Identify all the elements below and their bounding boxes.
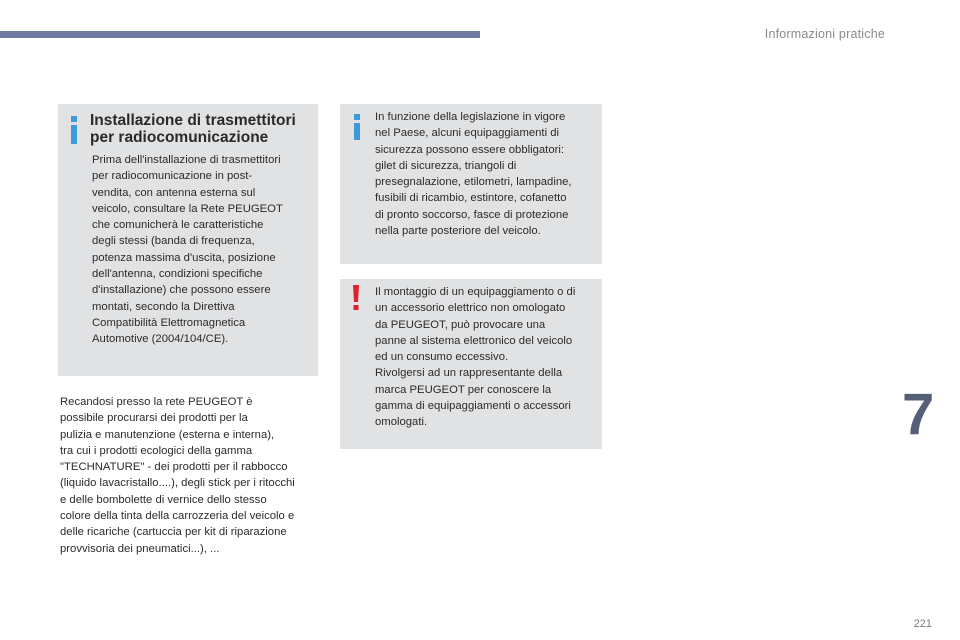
installation-title — [90, 112, 322, 146]
info-icon — [70, 116, 78, 144]
header-accent-bar — [0, 31, 480, 38]
page-number: 221 — [913, 618, 932, 630]
installation-info-box — [58, 104, 318, 376]
info-icon — [353, 114, 361, 140]
installation-title-line1: Installazione di trasmettitori — [90, 112, 296, 129]
installation-title-line2: per radiocomunicazione — [90, 129, 269, 146]
legislation-body: In funzione della legislazione in vigore nel Paese, alcuni equipaggiamenti di sicurezza possono essere obbligatori: gilet di sicurezza, triangoli di presegnalazione, etilometri, lampadine, fusibili di ricambio, estintore, cofanetto di pronto soccorso, fasce di protezione nella parte posteriore del veicolo. — [375, 111, 572, 238]
chapter-number: 7 — [902, 382, 935, 447]
legislation-info-box — [340, 104, 602, 264]
warning-box — [340, 279, 602, 449]
exclamation-icon — [352, 285, 360, 311]
warning-body: Il montaggio di un equipaggiamento o di un accessorio elettrico non omologato da PEUGEOT, può provocare una panne al sistema elettronico del veicolo ed un consumo eccessivo. Rivolgersi ad un rappresentante della marca PEUGEOT per conoscere la gamma di equipaggiamenti o accessori omologati. — [375, 286, 576, 429]
section-title: Informazioni pratiche — [764, 27, 885, 41]
installation-body: Prima dell'installazione di trasmettitori per radiocomunicazione in post- vendita, con antenna esterna sul veicolo, consultare la Rete PEUGEOT che comunicherà le caratteristiche degli stessi (banda di frequenza, potenza massima d'uscita, posizione dell'antenna, condizioni specifiche d'installazione) che possono essere montati, secondo la Direttiva Compatibilità Elettromagnetica Automotive (2004/104/CE). — [92, 154, 283, 346]
accessories-paragraph: Recandosi presso la rete PEUGEOT è possibile procurarsi dei prodotti per la pulizia e manutenzione (esterna e interna), tra cui i prodotti ecologici della gamma "TECHNATURE" - dei prodotti per il rabbocco (liquido lavacristallo....), degli stick per i ritocchi e delle bombolette di vernice dello stesso colore della tinta della carrozzeria del veicolo e delle ricariche (cartuccia per kit di riparazione provvisoria dei pneumatici...), ... — [60, 396, 295, 555]
